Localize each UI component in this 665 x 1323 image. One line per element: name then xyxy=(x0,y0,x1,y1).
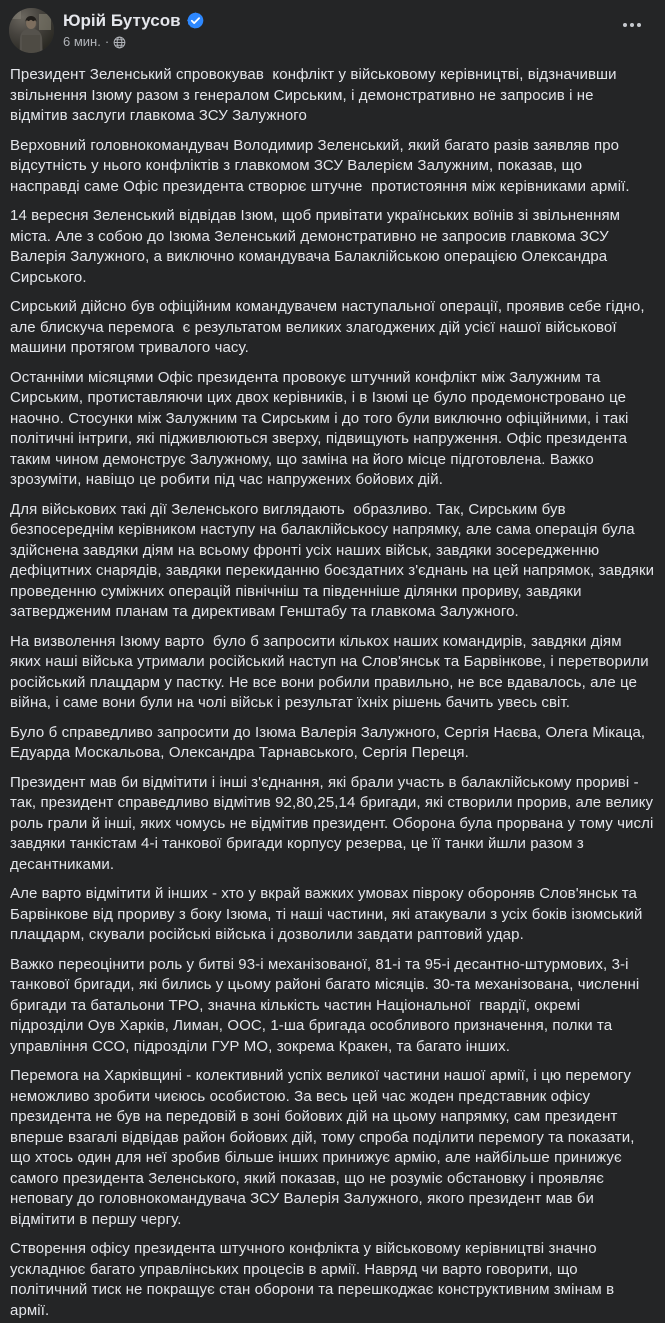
post-paragraph: Створення офісу президента штучного конфлікта у військовому керівництві значно ускладнює багато управлінських процесів в армії. Навряд чи варто говорити, що політичний тиск не покращує стан оборони та перешкоджає конструктивним змінам в армії. xyxy=(10,1240,619,1319)
post-header xyxy=(0,0,665,57)
profile-photo-icon xyxy=(9,8,54,53)
avatar[interactable] xyxy=(9,8,54,53)
post-meta-row xyxy=(63,33,204,50)
header-meta xyxy=(63,8,204,50)
ellipsis-dot xyxy=(623,23,627,27)
post-paragraph: На визволення Ізюму варто було б запросити кількох наших командирів, завдяки діям яких наші війська утримали російський наступ на Слов'янськ та Барвінкове, і перетворили російський плацдарм у пастку. Не все вони робили правильно, не все вдавалось, але це війна, і саме вони були на чолі військ і результат їхніх рішень бачить увесь світ. xyxy=(10,632,654,711)
post-paragraph: Було б справедливо запросити до Ізюма Валерія Залужного, Сергія Наєва, Олега Мікаца, Едуарда Москальова, Олександра Тарнавського, Сергія Переця. xyxy=(10,723,650,761)
ellipsis-dot xyxy=(630,23,634,27)
post-paragraph: Президент мав би відмітити і інші з'єднання, які брали участь в балаклійському прориві - так, президент справедливо відмітив 92,80,25,14 бригади, які створили прорив, але велику роль грали й інші, яких чомусь не відмітив президент. Оборона була прорвана у тому числі завдяки танкістам 4-і танкової бригади корпусу резерва, це її танки йшли разом з десантниками. xyxy=(10,773,658,873)
post-paragraph: Сирський дійсно був офіційним командувачем наступальної операції, проявив себе гідно, але блискуча перемога є результатом великих злагоджених дій усієї нашої військової машини протягом тривалого часу. xyxy=(10,298,649,356)
author-name[interactable]: Юрій Бутусов xyxy=(63,11,181,30)
post-paragraph: Останніми місяцями Офіс президента провокує штучний конфлікт між Залужним та Сирським, протиставляючи цих двох керівників, і в Ізюмі це було продемонстровано це наочно. Стосунки між Залужним та Сирським і до того були виключно офіційними, і такі політичні інтриги, які підживлюються зверху, підвищують напруження. Офіс президента таким чином демонструє Залужному, що заміна на його місце підготовлена. Важко зрозуміти, навіщо це робити під час напружених бойових дій. xyxy=(10,368,633,488)
ellipsis-dot xyxy=(637,23,641,27)
timestamp[interactable]: 6 мин. xyxy=(63,34,101,49)
post-paragraph: Перемога на Харківщині - колективний успіх великої частини нашої армії, і цю перемогу неможливо зробити чиєюсь особистою. За весь цей час жоден представник офісу президента не був на передовій в зоні бойових дій на цьому напрямку, сам президент вперше взагалі відвідав район бойових дій, тому спроба поділити перемогу та показати, що хтось один для неї зробив більше інших принижує армію, але найбільше принижує самого президента Зеленського, який показав, що не розуміє обстановку і проявляє неповагу до головнокомандувача ЗСУ Валерія Залужного, якого президент мав би відмітити в першу чергу. xyxy=(10,1067,639,1228)
post-paragraph: Президент Зеленський спровокував конфлікт у військовому керівництві, відзначивши звільнення Ізюму разом з генералом Сирським, і демонстративно не запросив і не відмітив заслуги главкома ЗСУ Залужного xyxy=(10,66,621,124)
post-text xyxy=(0,57,665,1323)
post-options-button[interactable] xyxy=(619,19,645,31)
post-paragraph: Верховний головнокомандувач Володимир Зеленський, який багато разів заявляв про відсутність у нього конфліктів з главкомом ЗСУ Валерієм Залужним, показав, що насправді саме Офіс президента створює штучне протистояння між керівниками армії. xyxy=(10,136,630,195)
globe-icon xyxy=(113,36,126,49)
post-paragraph: 14 вересня Зеленський відвідав Ізюм, щоб привітати українських воїнів зі звільненням міста. Але з собою до Ізюма Зеленський демонстративно не запросив главкома ЗСУ Валерія Залужного, а виключно командувача Балаклійською операцією Олександра Сирського. xyxy=(10,207,625,286)
author-row xyxy=(63,10,204,31)
meta-separator: · xyxy=(104,34,110,49)
post-paragraph: Важко переоцінити роль у битві 93-і механізованої, 81-і та 95-і десантно-штурмових, 3-і танкової бригади, які бились у цьому районі багато місяців. 30-та механізована, численні бригади та батальони ТРО, значна кількість частин Національної гвардії, окремі підрозділи Оув Харків, Лиман, ООС, 1-ша бригада особливого призначення, полки та управління ССО, підрозділи ГУР МО, зокрема Кракен, та багато інших. xyxy=(10,955,644,1055)
verified-badge-icon xyxy=(187,12,204,29)
post-paragraph: Для військових такі дії Зеленського виглядають образливо. Так, Сирським був безпосереднім керівником наступу на балаклійськосу напрямку, але сама операція була здійснена завдяки діям на всьому фронті усіх наших військ, завдяки зосередженню дефіцитних снарядів, завдяки перекиданню боєздатних з'єднань на цей напрямок, завдяки проведенню суміжних операцій північніш та південніше ділянки прориву, завдяки затвердженим планам та директивам Генштабу та главкома Залужного. xyxy=(10,500,659,620)
post-paragraph: Але варто відмітити й інших - хто у вкрай важких умовах півроку обороняв Слов'янськ та Барвінкове від прориву з боку Ізюма, ті наші частини, які атакували з усіх боків ізюмський плацдарм, скували російські війська і дозволили завдати раптовий удар. xyxy=(10,885,647,943)
